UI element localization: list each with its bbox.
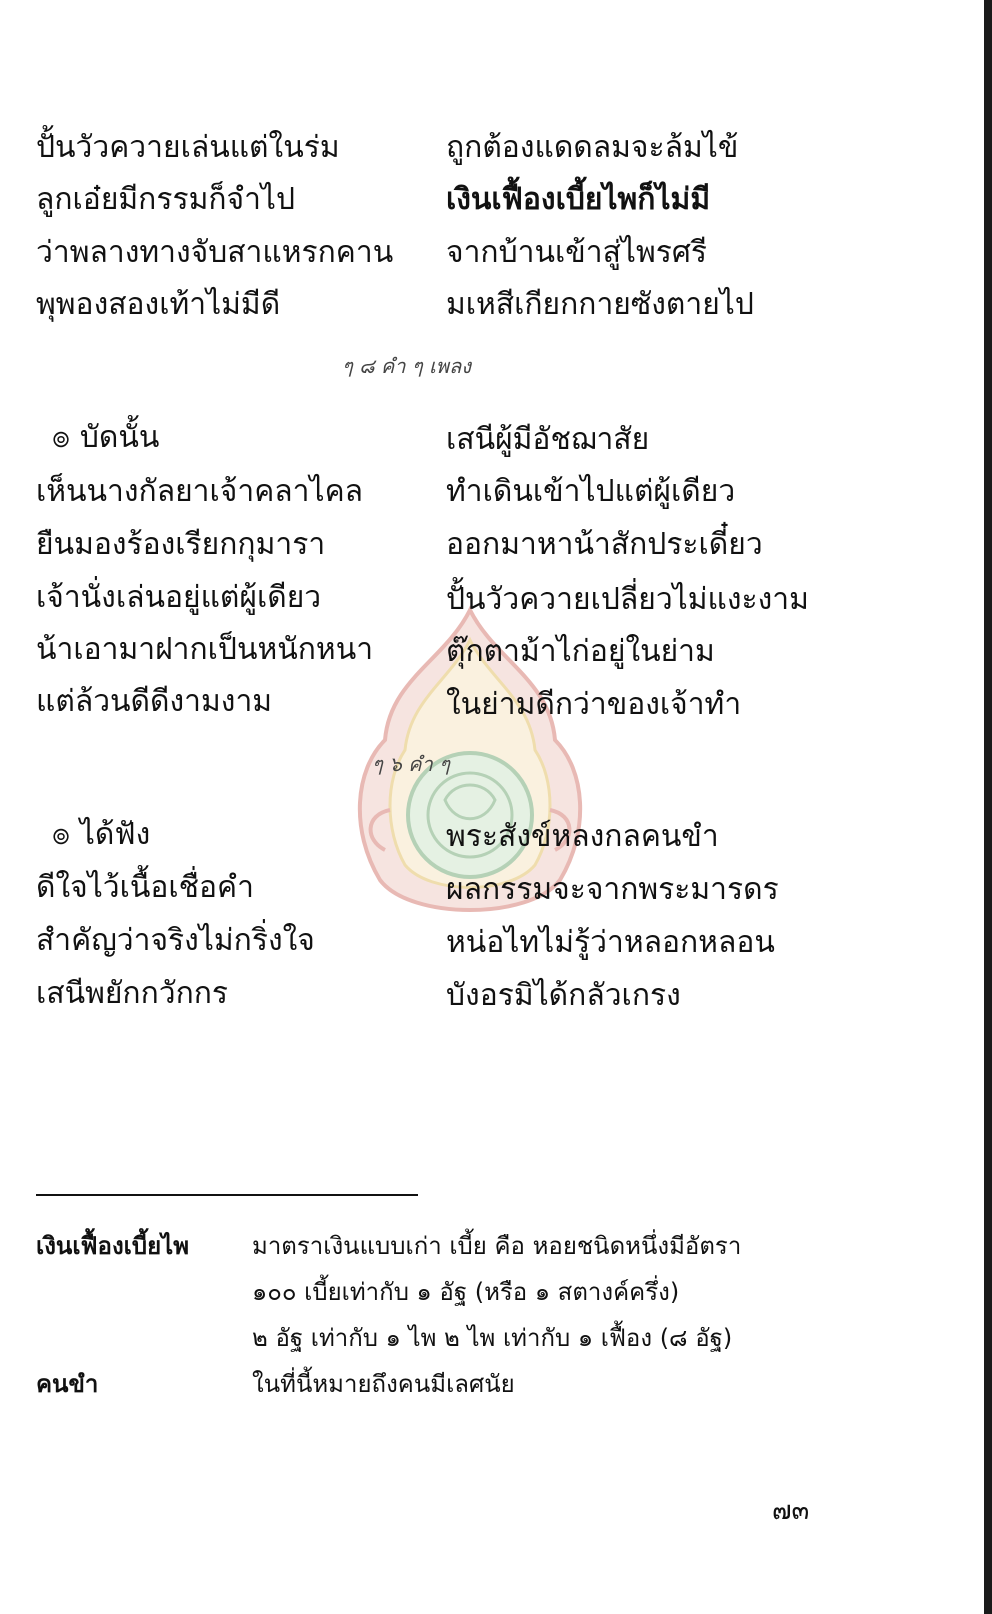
verse-line-left: ลูกเอ๋ยมีกรรมก็จำไป xyxy=(36,182,296,217)
verse-line-left: ดีใจไว้เนื้อเชื่อคำ xyxy=(36,870,254,905)
verse-line-left: ยืนมองร้องเรียกกุมารา xyxy=(36,527,326,562)
footnote-term: เงินเฟื้องเบี้ยไพ xyxy=(36,1232,190,1260)
verse-line-right: เงินเฟื้องเบี้ยไพก็ไม่มี xyxy=(446,182,711,217)
verse-line-right: ทำเดินเข้าไปแต่ผู้เดียว xyxy=(446,474,736,509)
verse-line-right: มเหสีเกียกกายซังตายไป xyxy=(446,287,754,322)
scan-edge xyxy=(984,0,992,1614)
stanza-separator: ๆ ๘ คำ ๆ เพลง xyxy=(342,354,471,378)
footnote-definition-line: ๒ อัฐ เท่ากับ ๑ ไพ ๒ ไพ เท่ากับ ๑ เฟื้อง (๘ อัฐ) xyxy=(252,1324,733,1352)
verse-line-right: ถูกต้องแดดลมจะล้มไข้ xyxy=(446,130,739,165)
verse-line-left: น้าเอามาฝากเป็นหนักหนา xyxy=(36,632,374,667)
footnote-definition-line: ๑๐๐ เบี้ยเท่ากับ ๑ อัฐ (หรือ ๑ สตางค์ครึ่ง) xyxy=(252,1278,680,1306)
footnote-definition-line: ในที่นี้หมายถึงคนมีเลศนัย xyxy=(252,1370,515,1398)
verse-line-right: ปั้นวัวควายเปลี่ยวไม่แงะงาม xyxy=(446,582,809,617)
verse-line-right: ตุ๊กตาม้าไก่อยู่ในย่าม xyxy=(446,634,715,669)
verse-line-left: สำคัญว่าจริงไม่กริ่งใจ xyxy=(36,923,315,958)
verse-line-left: ว่าพลางทางจับสาแหรกคาน xyxy=(36,235,394,270)
stanza-separator: ๆ ๖ คำ ๆ xyxy=(372,752,450,776)
verse-line-right: พระสังข์หลงกลคนขำ xyxy=(446,819,719,854)
verse-line-right: เสนีผู้มีอัชฌาสัย xyxy=(446,422,650,457)
verse-line-left: ๏ บัดนั้น xyxy=(52,420,160,455)
verse-line-right: บังอรมิได้กลัวเกรง xyxy=(446,978,681,1013)
verse-line-right: หน่อไทไม่รู้ว่าหลอกหลอน xyxy=(446,925,775,960)
footnote-rule xyxy=(36,1194,418,1196)
verse-line-left: เจ้านั่งเล่นอยู่แต่ผู้เดียว xyxy=(36,580,322,615)
footnote-definition-line: มาตราเงินแบบเก่า เบี้ย คือ หอยชนิดหนึ่งมีอัตรา xyxy=(252,1232,742,1260)
verse-line-left: ปั้นวัวควายเล่นแต่ในร่ม xyxy=(36,130,340,165)
verse-line-right: ผลกรรมจะจากพระมารดร xyxy=(446,872,779,907)
verse-line-right: ออกมาหาน้าสักประเดี๋ยว xyxy=(446,527,763,562)
page-number: ๗๓ xyxy=(772,1496,810,1526)
verse-line-left: พุพองสองเท้าไม่มีดี xyxy=(36,287,281,322)
verse-line-right: จากบ้านเข้าสู่ไพรศรี xyxy=(446,235,708,270)
verse-line-left: เสนีพยักกวักกร xyxy=(36,976,229,1011)
verse-line-right: ในย่ามดีกว่าของเจ้าทำ xyxy=(446,687,742,722)
verse-line-left: เห็นนางกัลยาเจ้าคลาไคล xyxy=(36,474,364,509)
verse-line-left: แต่ล้วนดีดีงามงาม xyxy=(36,684,273,719)
verse-line-left: ๏ ได้ฟัง xyxy=(52,817,151,852)
footnote-term: คนขำ xyxy=(36,1370,99,1398)
